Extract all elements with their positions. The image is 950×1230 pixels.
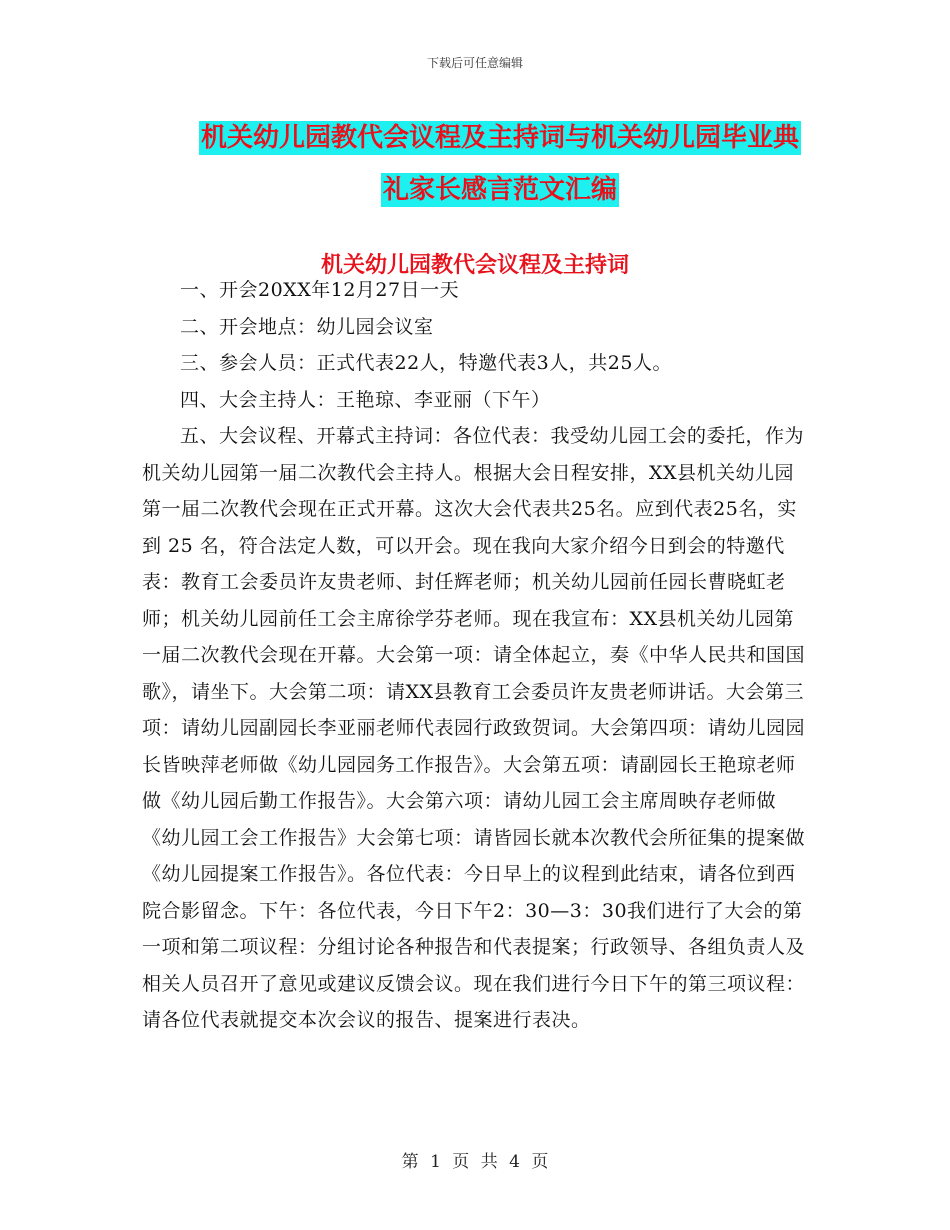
document-body bbox=[142, 272, 812, 1039]
agenda-paragraph: 五、大会议程、开幕式主持词：各位代表：我受幼儿园工会的委托，作为机关幼儿园第一届二次教代会主持人。根据大会日程安排，XX县机关幼儿园第一届二次教代会现在正式开幕。这次大会代表共25名。应到代表25名，实到 25 名，符合法定人数，可以开会。现在我向大家介绍今日到会的特邀代表：教育工会委员许友贵老师、封任辉老师；机关幼儿园前任园长曹晓虹老师；机关幼儿园前任工会主席徐学芬老师。现在我宣布：XX县机关幼儿园第一届二次教代会现在开幕。大会第一项：请全体起立，奏《中华人民共和国国歌》，请坐下。大会第二项：请XX县教育工会委员许友贵老师讲话。大会第三项：请幼儿园副园长李亚丽老师代表园行政致贺词。大会第四项：请幼儿园园长皆映萍老师做《幼儿园园务工作报告》。大会第五项：请副园长王艳琼老师做《幼儿园后勤工作报告》。大会第六项：请幼儿园工会主席周映存老师做《幼儿园工会工作报告》大会第七项：请皆园长就本次教代会所征集的提案做《幼儿园提案工作报告》。各位代表：今日早上的议程到此结束，请各位到西院合影留念。下午：各位代表，今日下午2：30—3：30我们进行了大会的第一项和第二项议程：分组讨论各种报告和代表提案；行政领导、各组负责人及相关人员召开了意见或建议反馈会议。现在我们进行今日下午的第三项议程：请各位代表就提交本次会议的报告、提案进行表决。 bbox=[142, 425, 806, 1031]
document-title bbox=[160, 112, 840, 216]
agenda-item: 四、大会主持人：王艳琼、李亚丽（下午） bbox=[180, 388, 551, 411]
document-title-line-2: 礼家长感言范文汇编 bbox=[382, 175, 617, 205]
section-title: 机关幼儿园教代会议程及主持词 bbox=[320, 252, 629, 278]
agenda-item: 三、参会人员：正式代表22人，特邀代表3人，共25人。 bbox=[180, 352, 672, 374]
agenda-item: 二、开会地点：幼儿园会议室 bbox=[180, 315, 434, 338]
page-footer: 第 1 页 共 4 页 bbox=[401, 1152, 549, 1172]
agenda-item: 一、开会20XX年12月27日一天 bbox=[180, 279, 460, 301]
document-title-line-1: 机关幼儿园教代会议程及主持词与机关幼儿园毕业典 bbox=[200, 123, 799, 153]
header-note: 下载后可任意编辑 bbox=[426, 56, 523, 70]
